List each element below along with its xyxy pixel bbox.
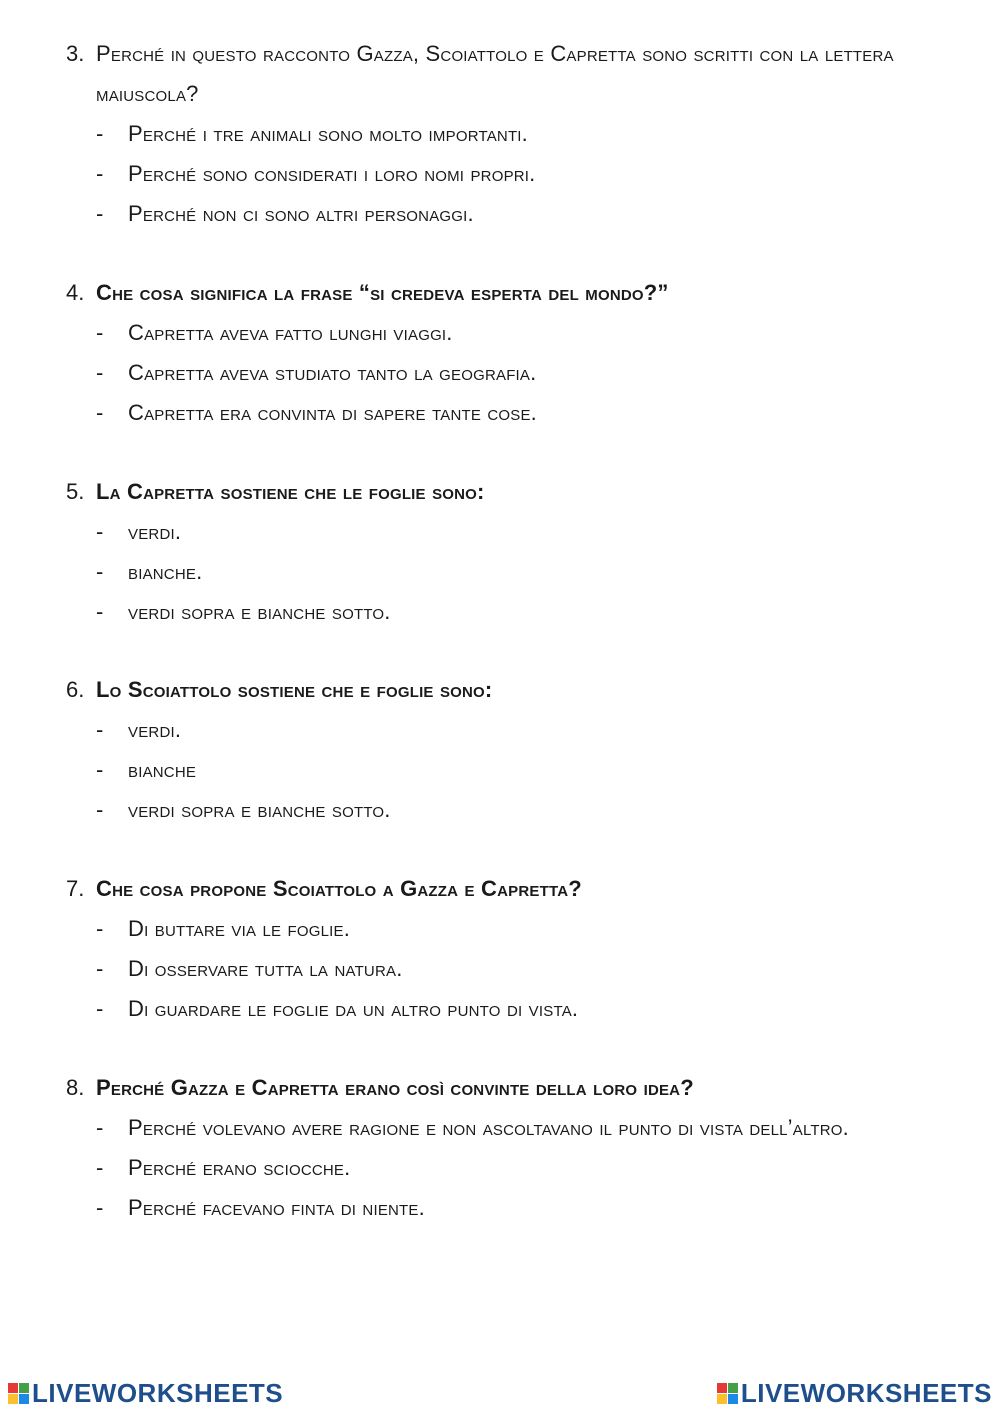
question-5 — [66, 472, 926, 632]
question-text: Perché in questo racconto Gazza, Scoiattolo e Capretta sono scritti con la lettera maiuscola? — [96, 41, 894, 106]
option-text: verdi. — [128, 717, 182, 742]
logo-square — [717, 1383, 727, 1393]
answer-option[interactable] — [96, 512, 926, 552]
dash-bullet: - — [96, 717, 104, 742]
question-7 — [66, 869, 926, 1029]
question-text: La Capretta sostiene che le foglie sono: — [96, 479, 485, 504]
answer-option[interactable] — [96, 592, 926, 632]
question-number: 4. — [66, 280, 85, 305]
logo-square — [19, 1383, 29, 1393]
logo-square — [8, 1383, 18, 1393]
answer-option[interactable] — [96, 353, 926, 393]
option-text: Perché i tre animali sono molto importanti. — [128, 121, 528, 146]
dash-bullet: - — [96, 121, 104, 146]
answer-option[interactable] — [96, 909, 926, 949]
dash-bullet: - — [96, 360, 104, 385]
dash-bullet: - — [96, 1155, 104, 1180]
answer-option[interactable] — [96, 710, 926, 750]
option-text: bianche — [128, 757, 197, 782]
question-4 — [66, 273, 926, 433]
logo-square — [8, 1394, 18, 1404]
dash-bullet: - — [96, 916, 104, 941]
question-number: 3. — [66, 41, 85, 66]
answer-option[interactable] — [96, 194, 926, 234]
question-text: Lo Scoiattolo sostiene che e foglie sono: — [96, 677, 493, 702]
option-text: bianche. — [128, 559, 203, 584]
question-number: 5. — [66, 479, 85, 504]
dash-bullet: - — [96, 320, 104, 345]
option-text: Di osservare tutta la natura. — [128, 956, 403, 981]
option-text: verdi sopra e bianche sotto. — [128, 797, 391, 822]
dash-bullet: - — [96, 956, 104, 981]
option-text: Capretta era convinta di sapere tante cose. — [128, 400, 537, 425]
dash-bullet: - — [96, 757, 104, 782]
option-text: verdi sopra e bianche sotto. — [128, 599, 391, 624]
answer-option[interactable] — [96, 154, 926, 194]
question-3 — [66, 34, 926, 234]
question-number: 7. — [66, 876, 85, 901]
answer-option[interactable] — [96, 114, 926, 154]
option-text: Perché facevano finta di niente. — [128, 1195, 425, 1220]
question-number: 8. — [66, 1075, 85, 1100]
dash-bullet: - — [96, 1195, 104, 1220]
question-text: Perché Gazza e Capretta erano così convinte della loro idea? — [96, 1075, 694, 1100]
answer-option[interactable] — [96, 1108, 926, 1148]
brand-name: LIVEWORKSHEETS — [740, 1378, 992, 1408]
answer-option[interactable] — [96, 790, 926, 830]
question-8 — [66, 1068, 926, 1228]
dash-bullet: - — [96, 599, 104, 624]
answer-option[interactable] — [96, 393, 926, 433]
dash-bullet: - — [96, 201, 104, 226]
dash-bullet: - — [96, 1115, 104, 1140]
question-6 — [66, 670, 926, 830]
logo-square — [728, 1383, 738, 1393]
dash-bullet: - — [96, 996, 104, 1021]
logo-square — [19, 1394, 29, 1404]
logo-square — [728, 1394, 738, 1404]
dash-bullet: - — [96, 519, 104, 544]
liveworksheets-logo-icon — [717, 1383, 738, 1404]
answer-option[interactable] — [96, 1188, 926, 1228]
liveworksheets-logo-icon — [8, 1383, 29, 1404]
logo-square — [717, 1394, 727, 1404]
answer-option[interactable] — [96, 552, 926, 592]
option-text: verdi. — [128, 519, 182, 544]
dash-bullet: - — [96, 797, 104, 822]
option-text: Perché non ci sono altri personaggi. — [128, 201, 474, 226]
option-text: Di guardare le foglie da un altro punto di vista. — [128, 996, 579, 1021]
footer-logo-left[interactable] — [8, 1378, 283, 1409]
option-text: Di buttare via le foglie. — [128, 916, 351, 941]
option-text: Perché erano sciocche. — [128, 1155, 351, 1180]
answer-option[interactable] — [96, 750, 926, 790]
option-text: Perché sono considerati i loro nomi propri. — [128, 161, 536, 186]
question-number: 6. — [66, 677, 85, 702]
answer-option[interactable] — [96, 949, 926, 989]
brand-name: LIVEWORKSHEETS — [32, 1378, 284, 1408]
dash-bullet: - — [96, 400, 104, 425]
option-text: Perché volevano avere ragione e non ascoltavano il punto di vista dell’altro. — [128, 1115, 849, 1140]
footer-logo-right[interactable] — [717, 1378, 992, 1409]
option-text: Capretta aveva studiato tanto la geografia. — [128, 360, 537, 385]
answer-option[interactable] — [96, 313, 926, 353]
answer-option[interactable] — [96, 989, 926, 1029]
dash-bullet: - — [96, 559, 104, 584]
dash-bullet: - — [96, 161, 104, 186]
option-text: Capretta aveva fatto lunghi viaggi. — [128, 320, 453, 345]
question-text: Che cosa significa la frase “si credeva esperta del mondo?” — [96, 280, 669, 305]
question-text: Che cosa propone Scoiattolo a Gazza e Capretta? — [96, 876, 582, 901]
answer-option[interactable] — [96, 1148, 926, 1188]
